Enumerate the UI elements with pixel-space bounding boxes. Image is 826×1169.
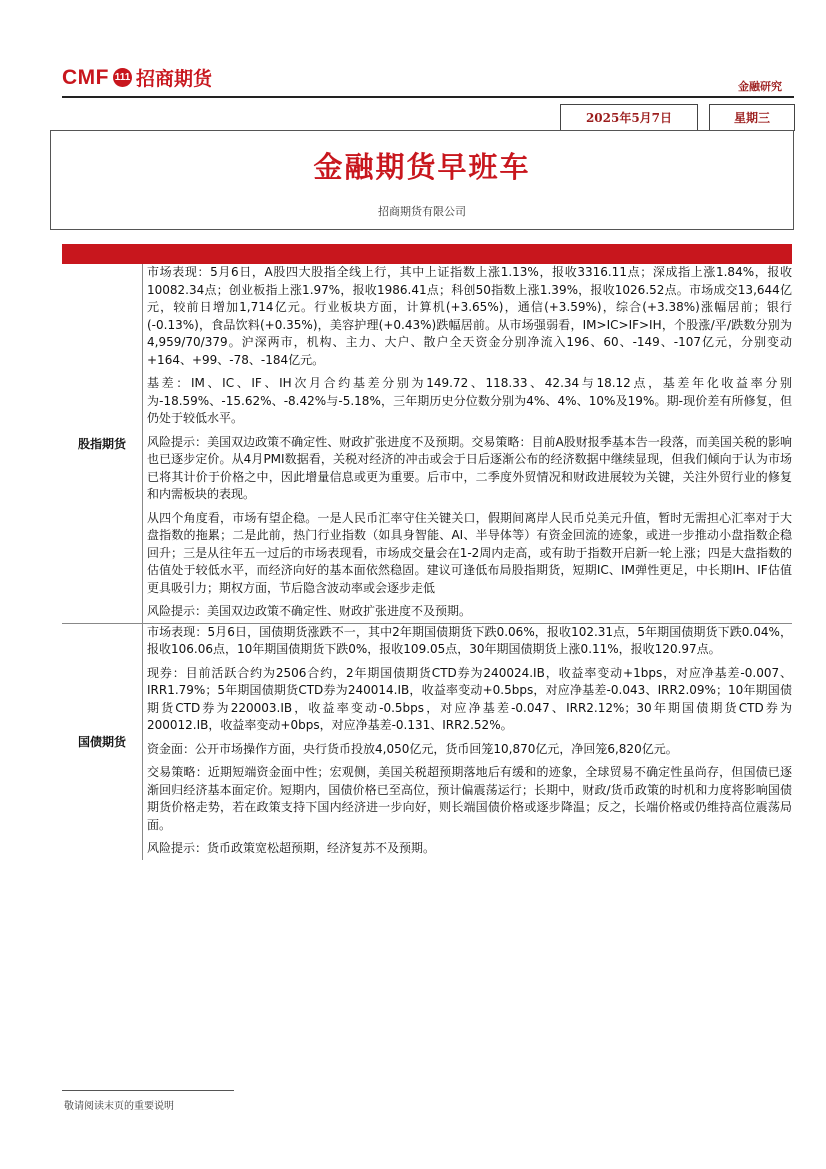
paragraph: 现券：目前活跃合约为2506合约，2年期国债期货CTD券为240024.IB，收益率变动+1bps，对应净基差-0.007、IRR1.79%；5年期国债期货CTD券为240014.IB，收益率变动+0.5bps，对应净基差-0.043、IRR2.09%；10年期国债期货CTD券为220003.IB，收益率变动-0.5bps，对应净基差-0.047、IRR2.12%；30年期国债期货CTD券为200012.IB，收益率变动+0bps，对应净基差-0.131、IRR2.52%。 [147, 665, 792, 732]
paragraph: 交易策略：近期短端资金面中性；宏观侧，美国关税超预期落地后有缓和的迹象，全球贸易不确定性虽尚存，但国债已逐渐回归经济基本面定价。短期内，国债价格已至高位，预计偏震荡运行；长期中，财政/货币政策的时机和力度将影响国债期货价格走势，若在政策支持下国内经济进一步向好，则长端国债价格或逐步降温；反之，长端价格或仍维持高位震荡局面。 [147, 765, 792, 832]
content-table [62, 264, 792, 860]
paragraph: 基差：IM、IC、IF、IH次月合约基差分别为149.72、118.33、42.34与18.12点，基差年化收益率分别为-18.59%、-15.62%、-8.42%与-5.18%，三年期历史分位数分别为4%、4%、10%及19%。期-现价差有所修复，但仍处于较低水平。 [147, 376, 792, 425]
paragraph: 风险提示：美国双边政策不确定性、财政扩张进度不及预期。交易策略：目前A股财报季基本告一段落，而美国关税的影响也已逐步定价。从4月PMI数据看，关税对经济的冲击或会于日后逐渐公布的经济数据中继续显现，但我们倾向于认为市场已将其计价于价格之中，因此增量信息或更为重要。后市中，二季度外贸情况和财政进展较为关键，关注外贸行业的修复和内需板块的表现。 [147, 434, 792, 501]
paragraph: 资金面：公开市场操作方面，央行货币投放4,050亿元，货币回笼10,870亿元，净回笼6,820亿元。 [147, 741, 678, 756]
paragraph: 风险提示：美国双边政策不确定性、财政扩张进度不及预期。 [147, 604, 472, 618]
paragraph: 市场表现：5月6日，A股四大股指全线上行，其中上证指数上涨1.13%，报收3316.11点；深成指上涨1.84%，报收10082.34点；创业板指上涨1.97%，报收1986.41点；科创50指数上涨1.39%，报收1026.52点。市场成交13,644亿元，较前日增加1,714亿元。行业板块方面，计算机(+3.65%)，通信(+3.59%)，综合(+3.38%)涨幅居前；银行(-0.13%)，食品饮料(+0.35%)，美容护理(+0.43%)跌幅居前。从市场强弱看，IM>IC>IF>IH，个股涨/平/跌数分别为4,959/70/379。沪深两市，机构、主力、大户、散户全天资金分别净流入196、60、-149、-107亿元，分别变动+164、+99、-78、-184亿元。 [147, 265, 792, 367]
report-type: 金融研究 [738, 80, 782, 93]
report-date: 2025年5月7日 [560, 104, 698, 131]
company-name: 招商期货有限公司 [378, 205, 466, 218]
paragraph: 市场表现：5月6日，国债期货涨跌不一，其中2年期国债期货下跌0.06%，报收102.31点，5年期国债期货下跌0.04%，报收106.06点，10年期国债期货下跌0%，报收109.05点，30年期国债期货上涨0.11%，报收120.97点。 [147, 624, 792, 656]
header-divider [62, 96, 794, 98]
section-content-stock-index [143, 264, 793, 623]
title-box [50, 130, 794, 230]
paragraph: 风险提示：货币政策宽松超预期，经济复苏不及预期。 [147, 841, 436, 855]
section-row-treasury [62, 623, 792, 860]
section-header-bar [62, 244, 792, 264]
footer-note: 敬请阅读末页的重要说明 [64, 1101, 174, 1112]
logo-cmf-text: CMF [62, 65, 109, 89]
report-title: 金融期货早班车 [313, 150, 531, 184]
logo-company-name: 招商期货 [136, 68, 213, 90]
report-weekday: 星期三 [709, 104, 795, 131]
footer-divider [62, 1090, 234, 1091]
company-logo [62, 64, 212, 91]
section-row-stock-index [62, 264, 792, 623]
logo-badge-icon: 111 [113, 68, 132, 87]
paragraph: 从四个角度看，市场有望企稳。一是人民币汇率守住关键关口，假期间离岸人民币兑美元升值，暂时无需担心汇率对于大盘指数的拖累；二是此前，热门行业指数（如具身智能、AI、半导体等）有资金回流的迹象，或进一步推动小盘指数企稳回升；三是从往年五一过后的市场表现看，市场成交量会在1-2周内走高，或有助于指数开启新一轮上涨；四是大盘指数的估值处于较低水平，而经济向好的基本面依然稳固。建议可逢低布局股指期货，短期IC、IM弹性更足，中长期IH、IF估值更具吸引力；期权方面，节后隐含波动率或会逐步走低 [147, 510, 792, 595]
section-label-stock-index: 股指期货 [77, 436, 126, 451]
section-label-treasury: 国债期货 [62, 623, 143, 860]
section-content-treasury [143, 623, 793, 860]
